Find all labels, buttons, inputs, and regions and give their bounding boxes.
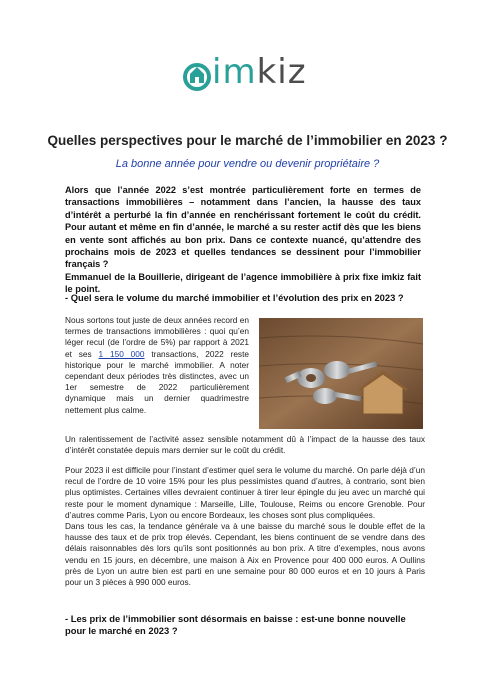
section1-heading: - Quel sera le volume du marché immobilier et l’évolution des prix en 2023 ? — [65, 292, 404, 303]
logo-text-kiz: kiz — [256, 52, 307, 92]
section2-heading: - Les prix de l’immobilier sont désormais en baisse : est-une bonne nouvelle pour le marché en 2023 ? — [65, 613, 406, 637]
section1-column-text — [65, 315, 249, 416]
house-icon — [182, 58, 212, 92]
page-title: Quelles perspectives pour le marché de l’immobilier en 2023 ? — [47, 133, 448, 148]
transactions-link[interactable]: 1 150 000 — [98, 348, 145, 359]
intro-author-line: Emmanuel de la Bouillerie, dirigeant de l’agence immobilière à prix fixe imkiz fait le point. — [65, 271, 421, 295]
logo-text-im: im — [212, 52, 257, 92]
imkiz-logo — [182, 52, 312, 96]
intro-paragraph: Alors que l’année 2022 s’est montrée particulièrement forte en termes de transactions immobilières – notamment dans l’ancien, la hausse des taux d’intérêt a perturbé la fin d’année en renchérissant fortement le coût du crédit. Pour autant et même en fin d’année, le marché a su rester actif dès que les biens en vente sont affichés au bon prix. Dans ce contexte nuancé, qu’attendre des prochains mois de 2023 et quelles tendances se dessinent pour l’immobilier français ? — [65, 185, 421, 270]
paragraph-2023-volume: Pour 2023 il est difficile pour l’instant d’estimer quel sera le volume du marché. On parle déjà d’un recul de l’ordre de 10 voire 15% pour les plus pessimistes quand d’autres, à contrario, sont bien plus optimistes. Certaines villes devraient continuer à tirer leur épingle du jeu avec un marché qui reste pour le moment dynamique : Marseille, Lille, Toulouse, Reims ou encore Grenoble. Pour d’autres comme Paris, Lyon ou encore Bordeaux, les choses sont plus compliquées. — [65, 465, 425, 520]
paragraph-general-trend: Dans tous les cas, la tendance générale va à une baisse du marché sous le double effet de la hausse des taux et de prix trop élevés. Cependant, les biens continuent de se vendre dans des délais raisonnables dès lors qu’ils sont positionnés au bon prix. A titre d’exemples, nous avons vendu en 15 jours, en décembre, une maison à Aix en Provence pour 400 000 euros. A Oullins près de Lyon un autre bien est parti en une semaine pour 80 000 euros et en 10 jours à Paris pour un 3 pièces à 990 000 euros. — [65, 521, 425, 588]
paragraph-slowdown: Un ralentissement de l’activité assez sensible notamment dû à l’impact de la hausse des taux d’intérêt constatée depuis mars dernier sur le coût du crédit. — [65, 434, 425, 456]
keys-photo — [259, 318, 423, 429]
section1-text-before-link: Nous sortons tout juste de deux années record en termes de transactions immobilières : quoi qu’en léger recul (de l’ordre de 5%) par rapport à 2021 et ses — [65, 315, 249, 359]
logo-wordmark — [212, 52, 307, 92]
intro-block — [65, 184, 421, 296]
body-paragraphs — [65, 465, 425, 588]
page-subtitle: La bonne année pour vendre ou devenir propriétaire ? — [115, 158, 380, 170]
section1-text-after-link: transactions, 2022 reste historique pour le marché immobilier. A noter cependant deux périodes très distinctes, avec un 1er semestre de 2022 particulièrement dynamique mais un dernier quadrimestre nettement plus calme. — [65, 348, 250, 415]
